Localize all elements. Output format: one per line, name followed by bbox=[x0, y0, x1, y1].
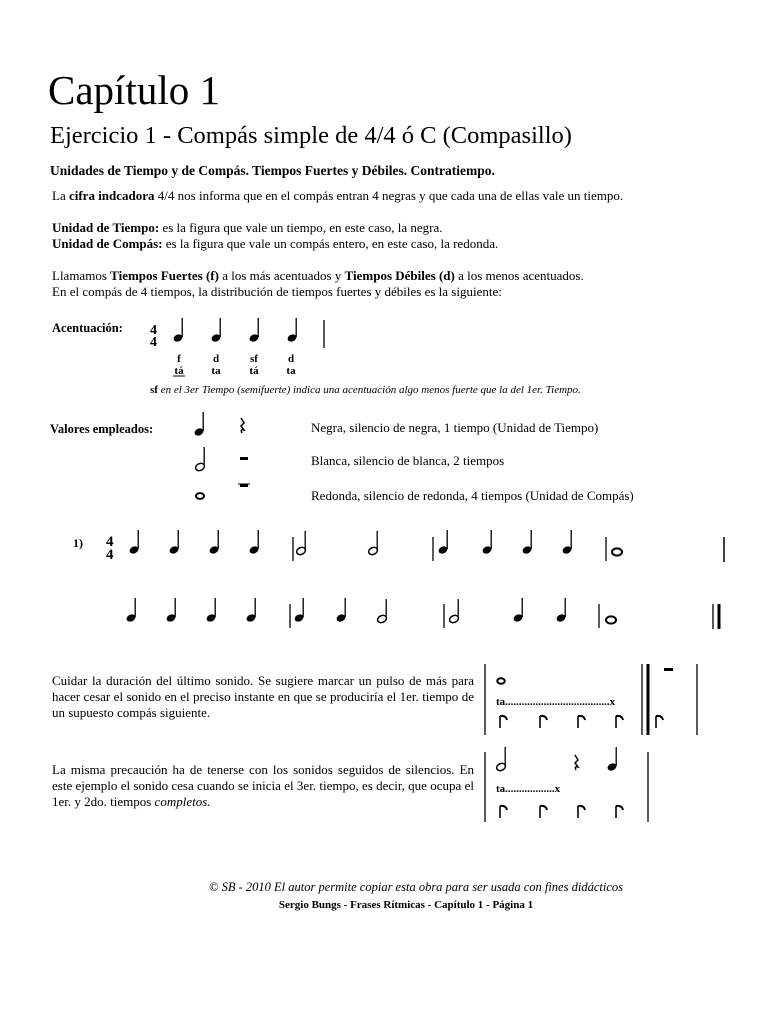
ex-time-signature-top: 4 bbox=[106, 534, 114, 550]
time-signature-bottom: 4 bbox=[150, 335, 157, 350]
section-heading: Unidades de Tiempo y de Compás. Tiempos Fuertes y Débiles. Contratiempo. bbox=[50, 163, 495, 178]
time-signature-paragraph: La cifra indcadora 4/4 nos informa que en el compás entran 4 negras y que cada una de ellas vale un tiempo. bbox=[52, 188, 624, 203]
strong-weak-beats-line: Llamamos Tiempos Fuertes (f) a los más acentuados y Tiempos Débiles (d) a los menos acentuados. bbox=[52, 268, 584, 283]
accent-label: Acentuación: bbox=[52, 321, 123, 335]
pulse-mark bbox=[656, 716, 663, 728]
semifuerte-note: sf en el 3er Tiempo (semifuerte) indica una acentuación algo menos fuerte que la del 1er. Tiempo. bbox=[150, 384, 581, 396]
half-value-text: Blanca, silencio de blanca, 2 tiempos bbox=[311, 453, 505, 468]
ex-time-signature-bottom: 4 bbox=[106, 547, 114, 563]
copyright: © SB - 2010 El autor permite copiar esta obra para ser usada con fines didácticos bbox=[209, 880, 623, 894]
accent-syllable: ta bbox=[286, 365, 296, 377]
accent-mark: sf bbox=[250, 353, 258, 365]
accent-mark: f bbox=[177, 353, 181, 365]
accent-syllable: tá bbox=[174, 365, 184, 377]
pulse-mark bbox=[540, 716, 547, 728]
tip-last-sound: Cuidar la duración del último sonido. Se sugiere marcar un pulso de más para hacer cesar el sonido en el preciso instante en que se produciría el 1er. tiempo de un supuesto compás siguiente. bbox=[52, 673, 474, 720]
quarter-value-text: Negra, silencio de negra, 1 tiempo (Unidad de Tiempo) bbox=[311, 420, 599, 435]
pulse-mark bbox=[616, 806, 623, 818]
pulse-mark bbox=[616, 716, 623, 728]
half-rest bbox=[664, 668, 673, 671]
tip2-syllables: ta..................x bbox=[496, 783, 561, 795]
page-credit: Sergio Bungs - Frases Rítmicas - Capítulo 1 - Página 1 bbox=[278, 899, 534, 911]
whole-note bbox=[497, 678, 505, 683]
tip1-syllables: ta......................................x bbox=[496, 696, 616, 708]
distribution-line: En el compás de 4 tiempos, la distribución de tiempos fuertes y débiles es la siguiente: bbox=[52, 284, 502, 299]
unit-of-time-line: Unidad de Tiempo: es la figura que vale un tiempo, en este caso, la negra. bbox=[52, 220, 443, 235]
half-note bbox=[495, 747, 506, 772]
tip-rests: La misma precaución ha de tenerse con los sonidos seguidos de silencios. En este ejemplo el sonido cesa cuando se inicia el 3er. tiempo, es decir, que ocupa el 1er. y 2do. tiempos completos. bbox=[52, 762, 474, 809]
pulse-mark bbox=[578, 716, 585, 728]
whole-value-text: Redonda, silencio de redonda, 4 tiempos (Unidad de Compás) bbox=[311, 488, 634, 503]
accent-syllable: tá bbox=[249, 365, 259, 377]
pulse-mark bbox=[578, 806, 585, 818]
quarter-rest bbox=[575, 755, 578, 770]
accent-mark: d bbox=[212, 353, 220, 365]
unit-of-measure-line: Unidad de Compás: es la figura que vale un compás entero, en este caso, la redonda. bbox=[52, 236, 499, 251]
pulse-mark bbox=[500, 716, 507, 728]
values-label: Valores empleados: bbox=[50, 422, 154, 436]
quarter-note bbox=[606, 747, 617, 772]
pulse-mark bbox=[500, 806, 507, 818]
accent-mark: d bbox=[287, 353, 295, 365]
pulse-mark bbox=[540, 806, 547, 818]
time-signature-top: 4 bbox=[150, 323, 157, 338]
exercise-number: 1) bbox=[73, 536, 83, 550]
exercise-title: Ejercicio 1 - Compás simple de 4/4 ó C (Compasillo) bbox=[50, 122, 572, 149]
chapter-title: Capítulo 1 bbox=[48, 67, 220, 113]
accent-syllable: ta bbox=[211, 365, 221, 377]
